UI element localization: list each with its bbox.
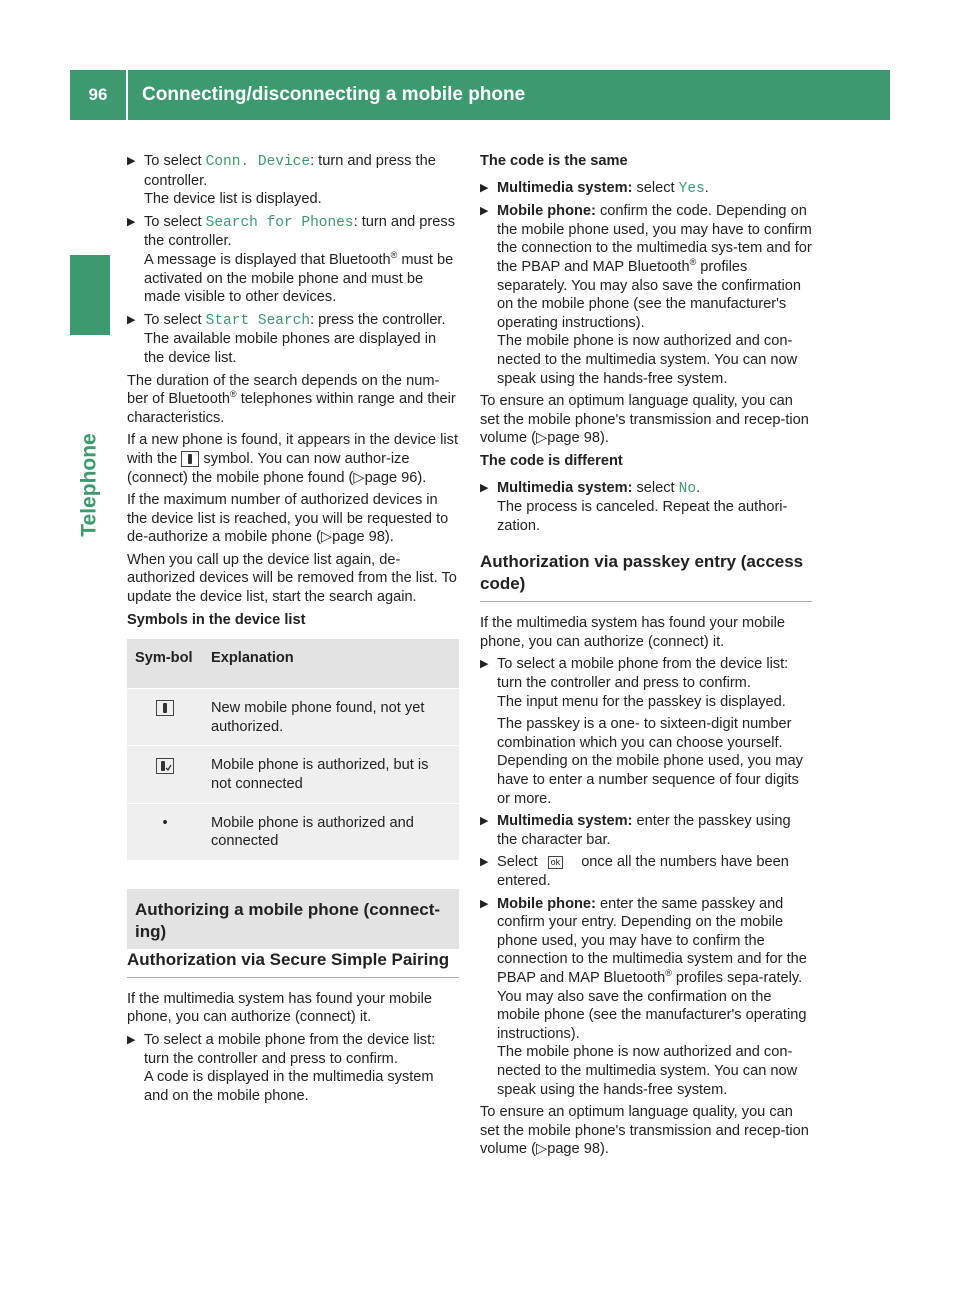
step-text: .: [696, 479, 701, 496]
page-ref-icon: ▷: [535, 430, 548, 447]
page-ref-icon: ▷: [353, 469, 365, 486]
step-arrow-icon: ▶: [480, 856, 489, 869]
step-text: .: [704, 179, 709, 196]
step-text: enter the same passkey and confirm your entry. Depending on the mobile phone used, you may have to confirm the connection to the multimedia system and for the PBAP and MAP Bluetooth: [497, 895, 807, 986]
step-arrow-icon: ▶: [480, 181, 489, 194]
table-row: [127, 746, 459, 803]
step-text: To select: [144, 153, 206, 169]
step-enter-passkey: [480, 812, 812, 849]
table-header-symbol: Sym-bol: [127, 639, 203, 689]
step-note: A code is displayed in the multimedia system and on the mobile phone.: [144, 1069, 434, 1104]
page-ref-icon: ▷: [535, 1141, 548, 1158]
text: If a new phone is found, it appears in the device list with the: [127, 432, 458, 467]
phone-icon: [181, 451, 199, 467]
phone-check-icon: [156, 758, 174, 774]
subsection-title: Authorization via passkey entry (access code): [480, 551, 812, 602]
registered-mark: ®: [689, 257, 697, 268]
step-select-phone: [127, 1031, 459, 1105]
text: To ensure an optimum language quality, you can set the mobile phone's transmission and recep-tion volume (: [480, 1104, 809, 1158]
page-ref-link[interactable]: page 96).: [364, 469, 427, 486]
ok-icon: ok: [548, 856, 564, 869]
step-arrow-icon: ▶: [480, 481, 489, 494]
step-text: : turn and press the controller.: [144, 213, 455, 250]
paragraph: If the multimedia system has found your mobile phone, you can authorize (connect) it.: [127, 990, 432, 1026]
step-note: The process is canceled. Repeat the authori-zation.: [497, 499, 788, 534]
step-note: must be activated on the mobile phone and must be made visible to other devices.: [144, 251, 454, 306]
table-row: [127, 689, 459, 746]
subsection-title: Authorization via Secure Simple Pairing: [127, 949, 459, 978]
step-note: The device list is displayed.: [144, 191, 322, 208]
step-arrow-icon: ▶: [480, 897, 489, 910]
page-ref-link[interactable]: page 98).: [547, 1141, 609, 1158]
table-title: Symbols in the device list: [127, 611, 306, 628]
subheading-code-different: The code is different: [480, 452, 623, 469]
step-text: profiles sepa-rately. You may also save the confirmation on the mobile phone (see the manufacturer's operating instructions).: [497, 969, 807, 1042]
step-text: To select a mobile phone from the device list: turn the controller and press to confirm.: [497, 656, 789, 692]
step-select-no: [480, 479, 812, 536]
step-text: : press the controller.: [310, 311, 446, 328]
side-tab-label: Telephone: [77, 433, 101, 537]
step-select-phone: [480, 655, 812, 808]
left-column: [127, 152, 459, 1109]
explanation-cell: Mobile phone is authorized, but is not connected: [203, 746, 459, 803]
registered-mark: ®: [665, 968, 672, 979]
page-ref-icon: ▷: [320, 529, 333, 546]
step-text: : turn and press the controller.: [144, 153, 436, 189]
menu-item-yes: Yes: [678, 180, 705, 197]
side-tab: [70, 420, 110, 550]
step-arrow-icon: ▶: [480, 205, 489, 218]
subheading-code-same: The code is the same: [480, 153, 628, 169]
step-arrow-icon: ▶: [127, 1034, 136, 1046]
page-ref-link[interactable]: page 98).: [332, 529, 394, 546]
step-text: enter the passkey using the character bar.: [497, 813, 791, 848]
step-note: The passkey is a one- to sixteen-digit number combination which you can choose yourself. Depending on the mobile phone used, you may have to enter a number sequence of four digits or more.: [497, 716, 803, 807]
menu-item-conn-device: Conn. Device: [205, 154, 311, 170]
header-divider: [126, 70, 128, 120]
step-phone-confirm: [480, 202, 812, 388]
explanation-cell: Mobile phone is authorized and connected: [203, 803, 459, 860]
step-note: The available mobile phones are displayed in the device list.: [144, 331, 437, 366]
step-text: To select a mobile phone from the device list: turn the controller and press to confirm.: [144, 1032, 436, 1067]
connected-dot-icon: •: [127, 803, 203, 860]
paragraph: [480, 392, 812, 448]
step-arrow-icon: ▶: [480, 658, 489, 671]
step-text: confirm the code. Depending on the mobile phone used, you may have to confirm the connection to the multimedia sys-tem and for the PBAP and MAP Bluetooth: [497, 203, 812, 275]
text: telephones within range and their characteristics.: [127, 391, 456, 426]
step-text: once all the numbers have been entered.: [497, 854, 789, 889]
text: The duration of the search depends on the num-ber of Bluetooth: [127, 372, 440, 408]
step-arrow-icon: ▶: [480, 815, 489, 828]
phone-icon: [156, 700, 174, 716]
paragraph: When you call up the device list again, de-authorized devices will be removed from the list. To update the device list, start the search again.: [127, 551, 457, 606]
text: If the maximum number of authorized devices in the device list is reached, you will be requested to de-authorize a mobile phone (: [127, 492, 449, 546]
page-title: Connecting/disconnecting a mobile phone: [142, 84, 526, 105]
step-arrow-icon: ▶: [127, 155, 136, 167]
paragraph: [127, 372, 459, 428]
menu-item-start-search: Start Search: [205, 312, 311, 329]
symbols-table: [127, 639, 459, 861]
step-label: Mobile phone:: [497, 203, 596, 220]
text: symbol. You can now author-ize (connect) the mobile phone found (: [127, 450, 410, 486]
step-text: To select: [144, 213, 206, 230]
step-text: Select: [497, 854, 542, 871]
step-text: select: [632, 479, 679, 496]
section-title: Authorizing a mobile phone (connect-ing): [127, 889, 459, 949]
paragraph: [127, 431, 459, 487]
step-text: To select: [144, 311, 206, 328]
paragraph: If the multimedia system has found your mobile phone, you can authorize (connect) it.: [480, 615, 785, 650]
symbol-cell: [127, 746, 203, 803]
paragraph: [127, 491, 459, 547]
menu-item-no: No: [678, 480, 697, 497]
step-select-ok: [480, 853, 812, 890]
step-label: Mobile phone:: [497, 895, 596, 912]
explanation-cell: New mobile phone found, not yet authorized.: [203, 689, 459, 746]
step-arrow-icon: ▶: [127, 313, 136, 326]
registered-mark: ®: [230, 389, 237, 400]
step-label: Multimedia system:: [497, 479, 633, 496]
side-tab-marker: [70, 255, 110, 335]
step-start-search: [127, 311, 459, 368]
step-label: Multimedia system:: [497, 179, 633, 196]
registered-mark: ®: [390, 250, 398, 261]
step-confirm-yes: [480, 179, 812, 199]
step-arrow-icon: ▶: [127, 215, 136, 228]
text: To ensure an optimum language quality, you can set the mobile phone's transmission and recep-tion volume (: [480, 393, 809, 447]
menu-item-search-for-phones: Search for Phones: [205, 214, 354, 231]
step-search-for-phones: [127, 213, 459, 307]
page-number: 96: [88, 85, 108, 104]
step-label: Multimedia system:: [497, 813, 633, 830]
table-row: [127, 803, 459, 860]
paragraph: [480, 1103, 812, 1159]
step-phone-passkey: [480, 895, 812, 1100]
step-text: profiles separately. You may also save the confirmation on the mobile phone (see the manufacturer's operating instructions).: [497, 258, 801, 331]
symbol-cell: [127, 689, 203, 746]
step-note: The input menu for the passkey is displayed.: [497, 693, 786, 710]
right-column: [480, 152, 812, 1163]
step-text: select: [632, 179, 679, 196]
step-note: The mobile phone is now authorized and con-nected to the multimedia system. You can now speak using the hands-free system.: [497, 1044, 798, 1098]
page-ref-link[interactable]: page 98).: [547, 430, 609, 447]
table-header-explanation: Explanation: [203, 639, 459, 689]
step-note: A message is displayed that Bluetooth: [144, 251, 391, 268]
step-select-conn-device: [127, 152, 459, 209]
step-note: The mobile phone is now authorized and con-nected to the multimedia system. You can now speak using the hands-free system.: [497, 333, 798, 387]
